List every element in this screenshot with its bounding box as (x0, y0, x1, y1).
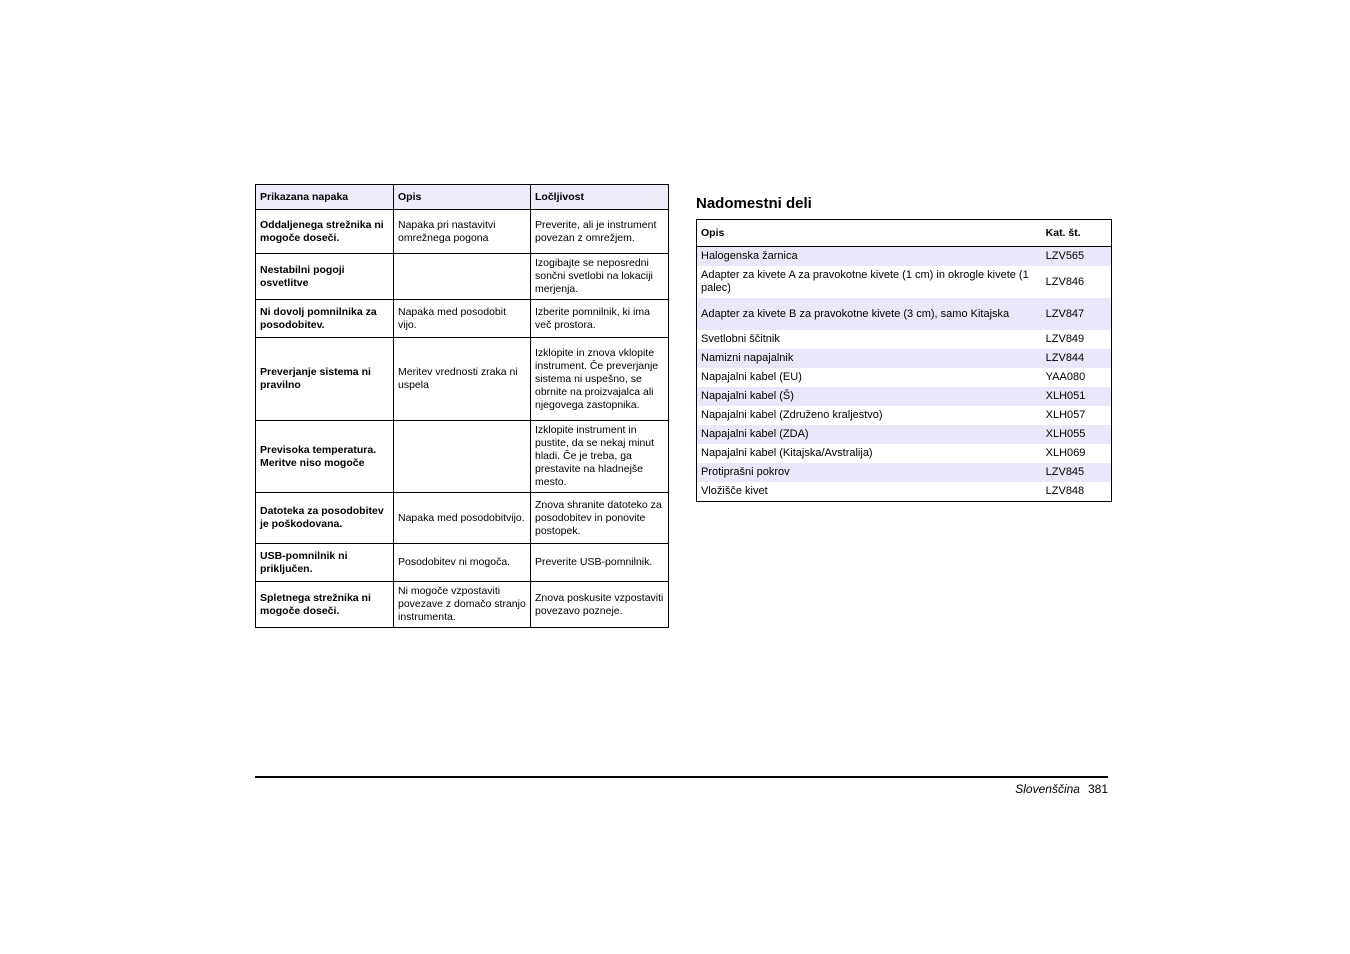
part-description: Halogenska žarnica (701, 250, 798, 262)
part-description: Svetlobni ščitnik (701, 333, 780, 345)
table-row (697, 425, 1112, 444)
table-row (697, 349, 1112, 368)
table-row (697, 482, 1112, 502)
resolution-cell: Preverite USB-pomnilnik. (531, 544, 669, 582)
table-header-row (256, 185, 669, 210)
part-description: Napajalni kabel (Združeno kraljestvo) (701, 409, 883, 421)
catalog-number: XLH057 (1045, 409, 1086, 421)
description-cell: Ni mogoče vzpostaviti povezave z domačo stranjo instrumenta. (394, 582, 531, 628)
description-cell (394, 254, 531, 300)
table-row (697, 406, 1112, 425)
description-cell: Posodobitev ni mogoča. (394, 544, 531, 582)
part-description: Napajalni kabel (Š) (701, 390, 794, 402)
table-row (697, 247, 1112, 267)
table-row (697, 463, 1112, 482)
resolution-cell: Znova shranite datoteko za posodobitev in ponovite postopek. (531, 493, 669, 544)
table-row (697, 444, 1112, 463)
part-description: Napajalni kabel (Kitajska/Avstralija) (701, 447, 873, 459)
table-row (697, 266, 1112, 298)
table-row (256, 210, 669, 254)
catalog-number: LZV845 (1045, 466, 1085, 478)
catalog-number: LZV847 (1045, 307, 1085, 320)
catalog-number: XLH069 (1045, 447, 1086, 459)
page-number: 381 (1087, 782, 1108, 796)
table-row (256, 338, 669, 421)
table-row (697, 330, 1112, 349)
error-cell: Oddaljenega strežnika ni mogoče doseči. (256, 210, 394, 254)
error-cell: Previsoka temperatura. Meritve niso mogoče (256, 421, 394, 493)
error-cell: Ni dovolj pomnilnika za posodobitev. (256, 300, 394, 338)
table-row (697, 387, 1112, 406)
description-cell (394, 421, 531, 493)
section-title: Nadomestni deli (696, 195, 812, 212)
description-cell: Napaka pri nastavitvi omrežnega pogona (394, 210, 531, 254)
error-cell: Spletnega strežnika ni mogoče doseči. (256, 582, 394, 628)
footer-divider (255, 776, 1108, 778)
part-description: Namizni napajalnik (701, 352, 794, 364)
catalog-number: LZV849 (1045, 333, 1085, 345)
catalog-number: XLH051 (1045, 390, 1086, 402)
column-header: Opis (394, 185, 531, 210)
resolution-cell: Izklopite instrument in pustite, da se nekaj minut hladi. Če je treba, ga prestavite na hladnejše mesto. (531, 421, 669, 493)
part-description: Napajalni kabel (EU) (701, 371, 802, 383)
table-row (256, 582, 669, 628)
resolution-cell: Izberite pomnilnik, ki ima več prostora. (531, 300, 669, 338)
troubleshooting-table (255, 184, 669, 628)
page-footer (1015, 782, 1108, 796)
error-cell: Preverjanje sistema ni pravilno (256, 338, 394, 421)
catalog-number: LZV565 (1045, 250, 1085, 262)
catalog-number: XLH055 (1045, 428, 1086, 440)
catalog-number: YAA080 (1045, 371, 1086, 383)
table-row (697, 298, 1112, 330)
catalog-number: LZV844 (1045, 352, 1085, 364)
column-header: Opis (697, 220, 1042, 247)
column-header: Ločljivost (531, 185, 669, 210)
part-description: Adapter za kivete A za pravokotne kivete (1 cm) in okrogle kivete (1 palec) (701, 269, 1029, 294)
part-description: Vložišče kivet (701, 485, 768, 497)
table-row (256, 544, 669, 582)
description-cell: Napaka med posodobitvijo. (394, 493, 531, 544)
resolution-cell: Izogibajte se neposredni sončni svetlobi na lokaciji merjenja. (531, 254, 669, 300)
part-description: Adapter za kivete B za pravokotne kivete (3 cm), samo Kitajska (701, 307, 1010, 320)
error-cell: Nestabilni pogoji osvetlitve (256, 254, 394, 300)
description-cell: Napaka med posodobit vijo. (394, 300, 531, 338)
resolution-cell: Izklopite in znova vklopite instrument. Če preverjanje sistema ni uspešno, se obrnite na proizvajalca ali njegovega zastopnika. (531, 338, 669, 421)
resolution-cell: Znova poskusite vzpostaviti povezavo pozneje. (531, 582, 669, 628)
table-row (256, 421, 669, 493)
error-cell: Datoteka za posodobitev je poškodovana. (256, 493, 394, 544)
table-row (256, 300, 669, 338)
catalog-number: LZV846 (1045, 275, 1085, 288)
part-description: Napajalni kabel (ZDA) (701, 428, 809, 440)
catalog-number: LZV848 (1045, 485, 1085, 497)
resolution-cell: Preverite, ali je instrument povezan z omrežjem. (531, 210, 669, 254)
footer-language: Slovenščina (1015, 782, 1080, 796)
replacement-parts-table (696, 219, 1112, 502)
description-cell: Meritev vrednosti zraka ni uspela (394, 338, 531, 421)
table-row (697, 368, 1112, 387)
column-header: Prikazana napaka (256, 185, 394, 210)
column-header: Kat. št. (1042, 220, 1112, 247)
table-row (256, 493, 669, 544)
part-description: Protiprašni pokrov (701, 466, 790, 478)
table-header-row (697, 220, 1112, 247)
error-cell: USB-pomnilnik ni priključen. (256, 544, 394, 582)
table-row (256, 254, 669, 300)
